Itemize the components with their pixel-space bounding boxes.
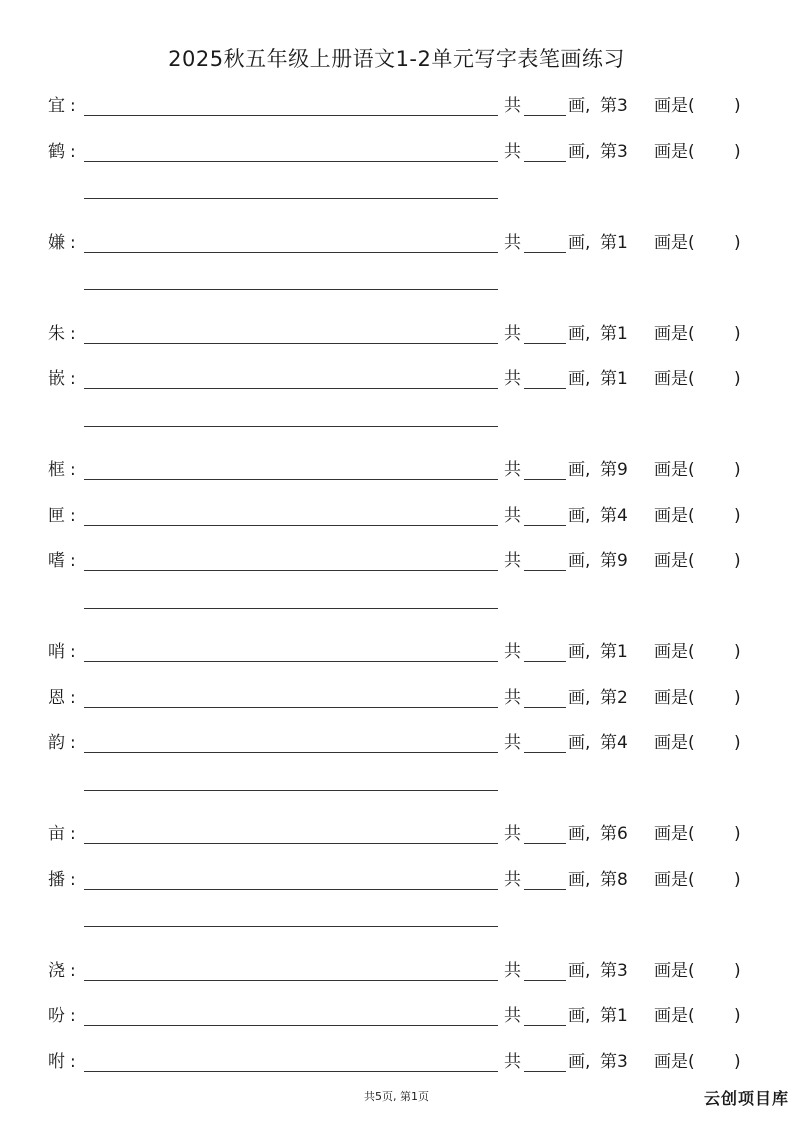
target-character: 朱: [48, 323, 65, 344]
stroke-word: 画,: [568, 323, 591, 344]
stroke-count-blank[interactable]: [524, 161, 566, 162]
stroke-writing-line[interactable]: [84, 1071, 498, 1072]
stroke-writing-line[interactable]: [84, 980, 498, 981]
exercise-row: [0, 498, 793, 538]
nth-stroke: 第6: [600, 824, 628, 844]
stroke-writing-line-continued[interactable]: [84, 289, 498, 290]
nth-stroke: 第1: [600, 369, 628, 389]
stroke-is-label: 画是(: [654, 824, 695, 844]
right-paren: ): [734, 1006, 741, 1026]
target-character: 框: [48, 460, 65, 480]
target-character: 恩: [48, 687, 65, 708]
nth-stroke: 第1: [600, 323, 628, 344]
right-paren: ): [734, 141, 741, 162]
stroke-is-label: 画是(: [654, 642, 695, 662]
exercise-row: [0, 634, 793, 674]
stroke-count-blank[interactable]: [524, 252, 566, 253]
stroke-is-label: 画是(: [654, 460, 695, 480]
nth-stroke: 第1: [600, 232, 628, 253]
total-prefix: 共: [504, 96, 521, 116]
stroke-word: 画,: [568, 1051, 591, 1072]
right-paren: ): [734, 960, 741, 981]
exercise-row: [0, 862, 793, 902]
target-character: 咐: [48, 1051, 65, 1072]
right-paren: ): [734, 460, 741, 480]
stroke-writing-line[interactable]: [84, 843, 498, 844]
total-prefix: 共: [504, 369, 521, 389]
colon: :: [70, 232, 76, 253]
total-prefix: 共: [504, 960, 521, 981]
nth-stroke: 第4: [600, 733, 628, 753]
total-prefix: 共: [504, 141, 521, 162]
stroke-is-label: 画是(: [654, 141, 695, 162]
stroke-is-label: 画是(: [654, 551, 695, 571]
stroke-word: 画,: [568, 232, 591, 253]
nth-stroke: 第2: [600, 687, 628, 708]
target-character: 韵: [48, 733, 65, 753]
total-prefix: 共: [504, 1006, 521, 1026]
colon: :: [70, 824, 76, 844]
nth-stroke: 第1: [600, 642, 628, 662]
right-paren: ): [734, 642, 741, 662]
exercise-row: [0, 225, 793, 265]
stroke-count-blank[interactable]: [524, 343, 566, 344]
stroke-writing-line-continued[interactable]: [84, 198, 498, 199]
stroke-count-blank[interactable]: [524, 889, 566, 890]
page-title: 2025秋五年级上册语文1-2单元写字表笔画练习: [168, 47, 625, 71]
stroke-word: 画,: [568, 733, 591, 753]
stroke-word: 画,: [568, 687, 591, 708]
exercise-row: [0, 316, 793, 356]
colon: :: [70, 733, 76, 753]
stroke-word: 画,: [568, 960, 591, 981]
stroke-word: 画,: [568, 141, 591, 162]
stroke-count-blank[interactable]: [524, 843, 566, 844]
stroke-writing-line[interactable]: [84, 115, 498, 116]
continuation-row: [0, 271, 793, 301]
total-prefix: 共: [504, 687, 521, 708]
stroke-is-label: 画是(: [654, 232, 695, 253]
nth-stroke: 第3: [600, 960, 628, 981]
colon: :: [70, 1006, 76, 1026]
stroke-is-label: 画是(: [654, 733, 695, 753]
nth-stroke: 第8: [600, 869, 628, 890]
stroke-word: 画,: [568, 96, 591, 116]
exercise-row: [0, 816, 793, 856]
total-prefix: 共: [504, 505, 521, 526]
continuation-row: [0, 908, 793, 938]
nth-stroke: 第3: [600, 141, 628, 162]
right-paren: ): [734, 1051, 741, 1072]
target-character: 嗜: [48, 551, 65, 571]
stroke-is-label: 画是(: [654, 369, 695, 389]
stroke-is-label: 画是(: [654, 960, 695, 981]
stroke-writing-line[interactable]: [84, 570, 498, 571]
stroke-writing-line[interactable]: [84, 707, 498, 708]
continuation-row: [0, 590, 793, 620]
nth-stroke: 第3: [600, 1051, 628, 1072]
target-character: 哨: [48, 642, 65, 662]
colon: :: [70, 642, 76, 662]
stroke-count-blank[interactable]: [524, 752, 566, 753]
stroke-count-blank[interactable]: [524, 115, 566, 116]
stroke-is-label: 画是(: [654, 505, 695, 526]
exercise-row: [0, 361, 793, 401]
total-prefix: 共: [504, 824, 521, 844]
target-character: 鹤: [48, 141, 65, 162]
total-prefix: 共: [504, 460, 521, 480]
target-character: 吩: [48, 1006, 65, 1026]
stroke-writing-line[interactable]: [84, 343, 498, 344]
exercise-row: [0, 543, 793, 583]
right-paren: ): [734, 869, 741, 890]
target-character: 播: [48, 869, 65, 890]
colon: :: [70, 1051, 76, 1072]
colon: :: [70, 869, 76, 890]
stroke-is-label: 画是(: [654, 869, 695, 890]
nth-stroke: 第1: [600, 1006, 628, 1026]
stroke-word: 画,: [568, 505, 591, 526]
stroke-word: 画,: [568, 369, 591, 389]
nth-stroke: 第9: [600, 460, 628, 480]
total-prefix: 共: [504, 323, 521, 344]
stroke-word: 画,: [568, 869, 591, 890]
total-prefix: 共: [504, 733, 521, 753]
stroke-word: 画,: [568, 1006, 591, 1026]
stroke-count-blank[interactable]: [524, 525, 566, 526]
target-character: 嫌: [48, 232, 65, 253]
stroke-writing-line[interactable]: [84, 252, 498, 253]
stroke-writing-line[interactable]: [84, 479, 498, 480]
right-paren: ): [734, 323, 741, 344]
stroke-writing-line[interactable]: [84, 752, 498, 753]
stroke-writing-line-continued[interactable]: [84, 608, 498, 609]
stroke-word: 画,: [568, 824, 591, 844]
stroke-count-blank[interactable]: [524, 570, 566, 571]
stroke-writing-line-continued[interactable]: [84, 426, 498, 427]
right-paren: ): [734, 369, 741, 389]
nth-stroke: 第4: [600, 505, 628, 526]
stroke-count-blank[interactable]: [524, 1071, 566, 1072]
target-character: 亩: [48, 824, 65, 844]
exercise-row: [0, 1044, 793, 1084]
colon: :: [70, 687, 76, 708]
stroke-count-blank[interactable]: [524, 479, 566, 480]
total-prefix: 共: [504, 551, 521, 571]
exercise-row: [0, 998, 793, 1038]
stroke-word: 画,: [568, 460, 591, 480]
colon: :: [70, 96, 76, 116]
colon: :: [70, 323, 76, 344]
stroke-writing-line[interactable]: [84, 1025, 498, 1026]
exercise-row: [0, 680, 793, 720]
stroke-is-label: 画是(: [654, 96, 695, 116]
colon: :: [70, 551, 76, 571]
stroke-is-label: 画是(: [654, 687, 695, 708]
total-prefix: 共: [504, 642, 521, 662]
right-paren: ): [734, 96, 741, 116]
exercise-row: [0, 725, 793, 765]
colon: :: [70, 369, 76, 389]
exercise-row: [0, 134, 793, 174]
stroke-writing-line[interactable]: [84, 661, 498, 662]
page-footer: 共5页, 第1页: [364, 1090, 429, 1103]
continuation-row: [0, 180, 793, 210]
stroke-is-label: 画是(: [654, 1006, 695, 1026]
total-prefix: 共: [504, 232, 521, 253]
stroke-writing-line[interactable]: [84, 525, 498, 526]
stroke-is-label: 画是(: [654, 323, 695, 344]
stroke-writing-line[interactable]: [84, 161, 498, 162]
stroke-count-blank[interactable]: [524, 661, 566, 662]
right-paren: ): [734, 733, 741, 753]
right-paren: ): [734, 232, 741, 253]
exercise-row: [0, 88, 793, 128]
total-prefix: 共: [504, 1051, 521, 1072]
stroke-count-blank[interactable]: [524, 1025, 566, 1026]
nth-stroke: 第3: [600, 96, 628, 116]
stroke-word: 画,: [568, 551, 591, 571]
total-prefix: 共: [504, 869, 521, 890]
stroke-count-blank[interactable]: [524, 980, 566, 981]
exercise-row: [0, 953, 793, 993]
target-character: 匣: [48, 505, 65, 526]
stroke-writing-line[interactable]: [84, 889, 498, 890]
right-paren: ): [734, 824, 741, 844]
colon: :: [70, 460, 76, 480]
stroke-writing-line[interactable]: [84, 388, 498, 389]
colon: :: [70, 141, 76, 162]
target-character: 浇: [48, 960, 65, 981]
continuation-row: [0, 408, 793, 438]
stroke-writing-line-continued[interactable]: [84, 790, 498, 791]
stroke-count-blank[interactable]: [524, 388, 566, 389]
target-character: 嵌: [48, 369, 65, 389]
brand-watermark: 云创项目库: [703, 1089, 789, 1108]
target-character: 宜: [48, 96, 65, 116]
stroke-count-blank[interactable]: [524, 707, 566, 708]
stroke-is-label: 画是(: [654, 1051, 695, 1072]
right-paren: ): [734, 687, 741, 708]
colon: :: [70, 960, 76, 981]
stroke-writing-line-continued[interactable]: [84, 926, 498, 927]
continuation-row: [0, 772, 793, 802]
nth-stroke: 第9: [600, 551, 628, 571]
colon: :: [70, 505, 76, 526]
stroke-word: 画,: [568, 642, 591, 662]
right-paren: ): [734, 551, 741, 571]
right-paren: ): [734, 505, 741, 526]
exercise-row: [0, 452, 793, 492]
